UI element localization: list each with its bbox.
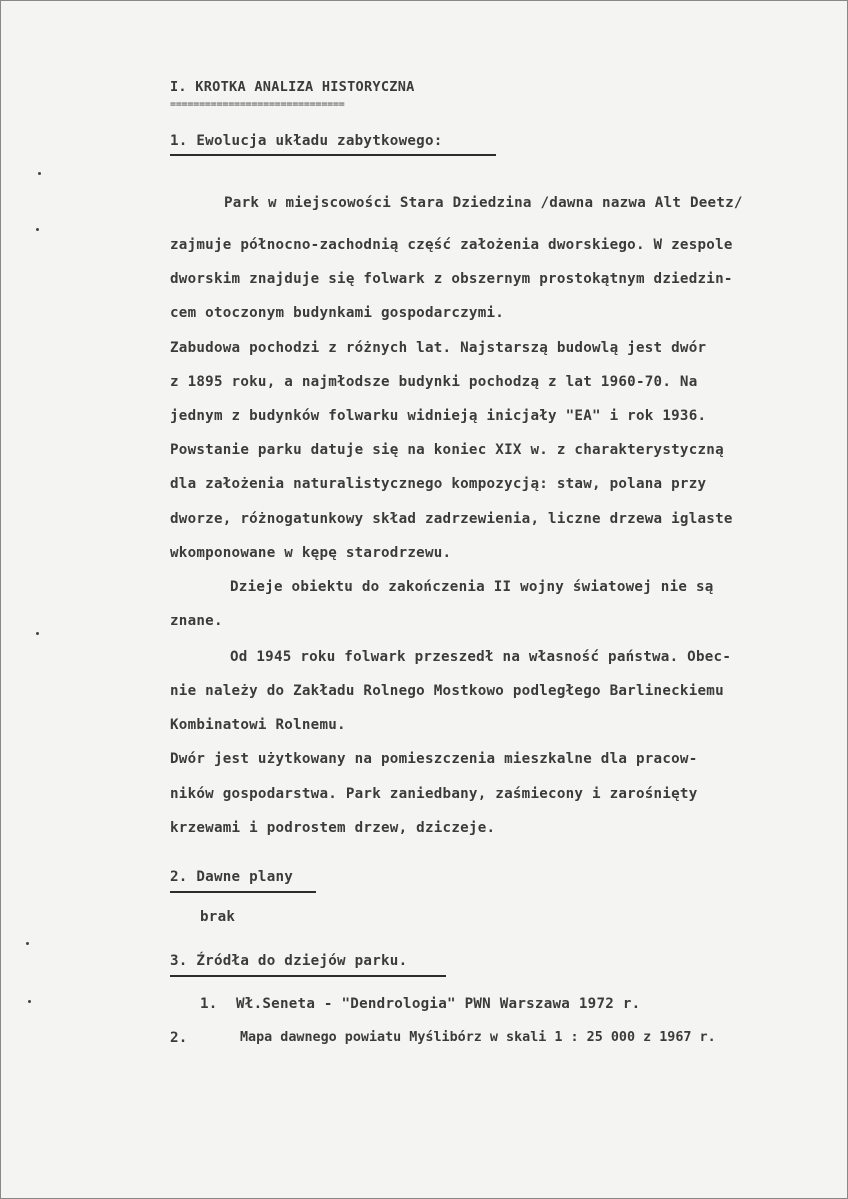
source-text: Mapa dawnego powiatu Myślibórz w skali 1 : 25 000 z 1967 r. bbox=[240, 1030, 716, 1045]
margin-dot bbox=[28, 1000, 31, 1003]
paragraph-line: ników gospodarstwa. Park zaniedbany, zaśmiecony i zarośnięty bbox=[170, 786, 698, 802]
section-2-underline bbox=[170, 891, 316, 893]
paragraph-line: nie należy do Zakładu Rolnego Mostkowo podległego Barlineckiemu bbox=[170, 683, 724, 699]
section-3-title: 3. Źródła do dziejów parku. bbox=[170, 953, 408, 969]
paragraph-line: Kombinatowi Rolnemu. bbox=[170, 717, 346, 733]
paragraph-line: Dwór jest użytkowany na pomieszczenia mieszkalne dla pracow- bbox=[170, 751, 698, 767]
paragraph-line: zajmuje północno-zachodnią część założenia dworskiego. W zespole bbox=[170, 237, 733, 253]
paragraph-line: dla założenia naturalistycznego kompozycją: staw, polana przy bbox=[170, 476, 707, 492]
source-number: 2. bbox=[170, 1030, 188, 1046]
paragraph-line: znane. bbox=[170, 613, 223, 629]
paragraph-line: wkomponowane w kępę starodrzewu. bbox=[170, 545, 452, 561]
paragraph-line: Dzieje obiektu do zakończenia II wojny światowej nie są bbox=[230, 579, 714, 595]
margin-dot bbox=[36, 228, 39, 231]
paragraph-line: jednym z budynków folwarku widnieją inicjały "EA" i rok 1936. bbox=[170, 408, 707, 424]
paragraph-line: Park w miejscowości Stara Dziedzina /dawna nazwa Alt Deetz/ bbox=[224, 195, 743, 211]
margin-dot bbox=[38, 172, 41, 175]
paragraph-line: Powstanie parku datuje się na koniec XIX w. z charakterystyczną bbox=[170, 442, 724, 458]
paragraph-line: Zabudowa pochodzi z różnych lat. Najstarszą budowlą jest dwór bbox=[170, 340, 707, 356]
margin-dot bbox=[36, 632, 39, 635]
section-1-title: 1. Ewolucja układu zabytkowego: bbox=[170, 133, 443, 149]
paragraph-line: dworze, różnogatunkowy skład zadrzewienia, liczne drzewa iglaste bbox=[170, 511, 733, 527]
section-3-underline bbox=[170, 975, 446, 977]
source-number: 1. bbox=[200, 996, 218, 1012]
paragraph-line: dworskim znajduje się folwark z obszernym prostokątnym dziedzin- bbox=[170, 271, 733, 287]
section-1-underline bbox=[170, 154, 496, 156]
margin-dot bbox=[26, 942, 29, 945]
document-heading: I. KROTKA ANALIZA HISTORYCZNA bbox=[170, 79, 415, 95]
paragraph-line: Od 1945 roku folwark przeszedł na własność państwa. Obec- bbox=[230, 649, 732, 665]
heading-double-rule: ============================== bbox=[170, 99, 345, 110]
paragraph-line: cem otoczonym budynkami gospodarczymi. bbox=[170, 305, 505, 321]
paragraph-line: krzewami i podrostem drzew, dziczeje. bbox=[170, 820, 496, 836]
section-2-title: 2. Dawne plany bbox=[170, 869, 294, 885]
paragraph-line: z 1895 roku, a najmłodsze budynki pochodzą z lat 1960-70. Na bbox=[170, 374, 698, 390]
section-2-body: brak bbox=[200, 909, 236, 925]
source-text: Wł.Seneta - "Dendrologia" PWN Warszawa 1972 r. bbox=[236, 996, 641, 1012]
